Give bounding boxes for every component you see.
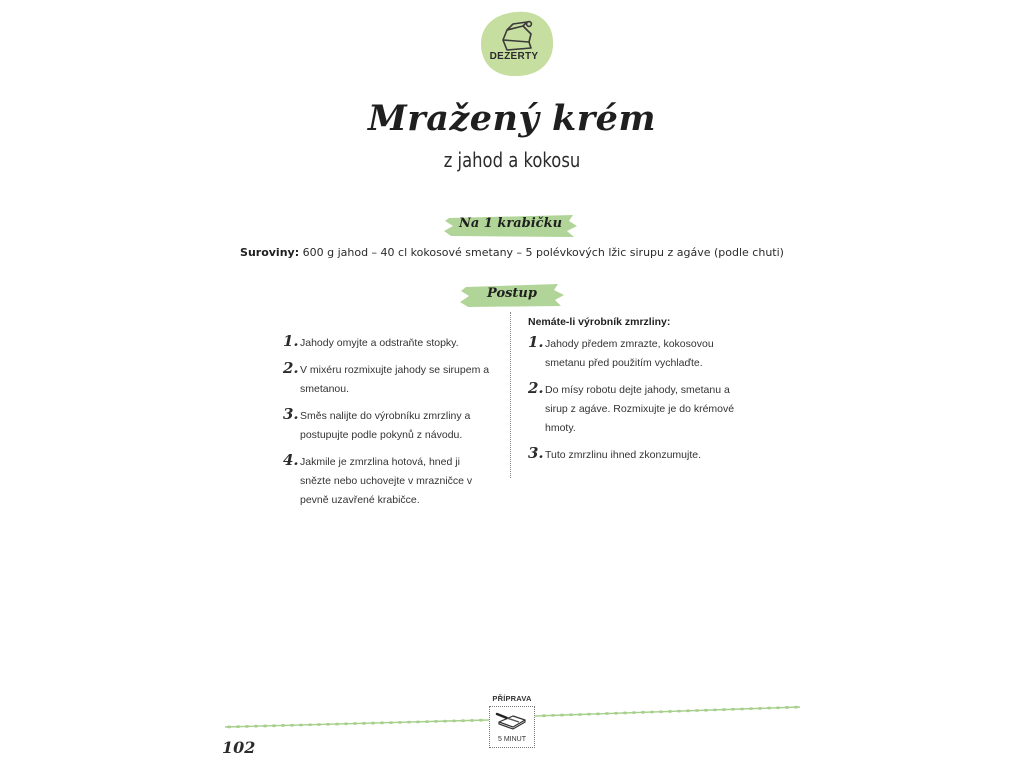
step-number: 1. [528, 333, 544, 351]
steps-list [283, 334, 493, 518]
vine-dot [245, 725, 249, 728]
alt-step-item [528, 335, 748, 373]
vine-dot [722, 708, 726, 711]
column-divider [510, 312, 511, 478]
step-number: 3. [528, 444, 544, 462]
recipe-subtitle: z jahod a kokosu [443, 148, 581, 172]
step-item [283, 453, 493, 510]
vine-dot [434, 720, 438, 723]
vine-dot [290, 724, 294, 727]
vine-dot [344, 722, 348, 725]
vine-dot [227, 725, 231, 728]
vine-dot [686, 709, 690, 712]
category-badge [479, 10, 555, 78]
alt-step-item [528, 446, 748, 465]
knife-cutting-board-icon [493, 710, 529, 732]
vine-dot [551, 714, 555, 717]
vine-dot [272, 724, 276, 727]
step-item [283, 361, 493, 399]
vine-dot [479, 719, 483, 722]
vine-dot [641, 711, 645, 714]
page-number: 102 [222, 738, 256, 757]
vine-dot [407, 721, 411, 724]
step-number: 2. [283, 359, 299, 377]
step-text: Jahody omyjte a odstraňte stopky. [300, 337, 459, 349]
vine-dot [731, 708, 735, 711]
prep-time-value: 5 MINUT [498, 736, 526, 743]
vine-dot [785, 706, 789, 709]
vine-dot [470, 719, 474, 722]
step-text: Směs nalijte do výrobníku zmrzliny a postupujte podle pokynů z návodu. [300, 410, 471, 441]
vine-dot [389, 721, 393, 724]
vine-dot [362, 722, 366, 725]
ingredients-text: 600 g jahod – 40 cl kokosové smetany – 5 polévkových lžic sirupu z agáve (podle chuti) [302, 246, 784, 259]
vine-dot [578, 713, 582, 716]
vine-dot [740, 708, 744, 711]
step-text: Jahody předem zmrazte, kokosovou smetanu před použitím vychlaďte. [545, 338, 714, 369]
step-text: V mixéru rozmixujte jahody se sirupem a smetanou. [300, 364, 490, 395]
vine-dot [542, 714, 546, 717]
step-text: Jakmile je zmrzlina hotová, hned ji snězte nebo uchovejte v mrazničce v pevně uzavřené krabičce. [300, 456, 473, 506]
vine-dot [263, 725, 267, 728]
servings-label: Na 1 krabičku [458, 216, 563, 231]
vine-dot [596, 712, 600, 715]
alt-method-heading: Nemáte-li výrobník zmrzliny: [528, 316, 671, 328]
vine-dot [758, 707, 762, 710]
alt-steps-list [528, 335, 748, 473]
step-text: Do mísy robotu dejte jahody, smetanu a sirup z agáve. Rozmixujte je do krémové hmoty. [545, 384, 735, 434]
vine-dot [443, 720, 447, 723]
vine-dot [398, 721, 402, 724]
vine-dot [281, 724, 285, 727]
category-label: DEZERTY [489, 51, 539, 62]
vine-dot [704, 709, 708, 712]
vine-dot [632, 711, 636, 714]
vine-dot [614, 712, 618, 715]
vine-dot [749, 707, 753, 710]
ingredients-label: Suroviny: [240, 246, 300, 259]
vine-dot [794, 706, 798, 709]
vine-dot [425, 720, 429, 723]
vine-dot [308, 723, 312, 726]
vine-dot [605, 712, 609, 715]
vine-dot [254, 725, 258, 728]
vine-dot [560, 714, 564, 717]
vine-dot [776, 706, 780, 709]
vine-dot [371, 722, 375, 725]
step-item [283, 334, 493, 353]
vine-dot [452, 720, 456, 723]
vine-dot [461, 719, 465, 722]
vine-dot [326, 723, 330, 726]
vine-dot [416, 720, 420, 723]
prep-label: PŘÍPRAVA [492, 694, 532, 703]
vine-dot [569, 713, 573, 716]
recipe-title: Mražený krém [368, 98, 656, 139]
vine-dot [713, 708, 717, 711]
step-text: Tuto zmrzlinu ihned zkonzumujte. [545, 449, 702, 461]
vine-dot [353, 722, 357, 725]
vine-dot [767, 707, 771, 710]
vine-dot [335, 723, 339, 726]
step-number: 1. [283, 332, 299, 350]
vine-dot [380, 721, 384, 724]
vine-dot [695, 709, 699, 712]
vine-dot [236, 725, 240, 728]
step-item [283, 407, 493, 445]
step-number: 4. [283, 451, 299, 469]
vine-dot [317, 723, 321, 726]
vine-dot [677, 710, 681, 713]
vine-dot [623, 712, 627, 715]
vine-dot [587, 713, 591, 716]
vine-dot [659, 710, 663, 713]
vine-dot [650, 711, 654, 714]
vine-dot [299, 724, 303, 727]
ingredients-line [200, 246, 824, 259]
vine-dot [668, 710, 672, 713]
step-number: 3. [283, 405, 299, 423]
step-number: 2. [528, 379, 544, 397]
alt-step-item [528, 381, 748, 438]
method-label: Postup [487, 286, 537, 301]
